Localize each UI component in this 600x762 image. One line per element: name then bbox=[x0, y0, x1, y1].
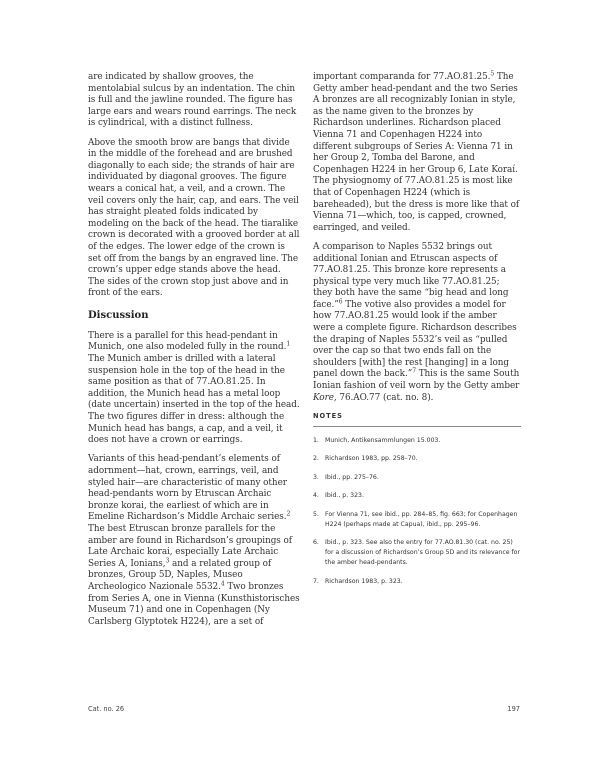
text-run: important comparanda for 77.AO.81.25. bbox=[313, 72, 491, 82]
footer-catalog-number: Cat. no. 26 bbox=[88, 705, 125, 713]
footnote-ref-7[interactable]: 7 bbox=[412, 367, 416, 375]
notes-list bbox=[313, 436, 521, 587]
note-text: Munich, Antikensammlungen 15.003. bbox=[325, 436, 441, 444]
paragraph-variants bbox=[88, 454, 300, 628]
text-run: Two bronzes from Series A, one in Vienna (Kunsthistorisches Museum 71) and one in Copenhagen (Ny Carlsberg Glyptotek H224), are a set of bbox=[88, 581, 300, 627]
italic-title: Kore bbox=[313, 392, 334, 403]
note-item bbox=[313, 510, 521, 530]
paragraph-description-face: are indicated by shallow grooves, the mentolabial sulcus by an indentation. The chin is full and the jawline rounded. The figure has large ears and wears round earrings. The neck is cylindrical, with a distinct fullness. bbox=[88, 72, 297, 129]
footer-page-number: 197 bbox=[507, 705, 520, 713]
note-number: 5. bbox=[313, 510, 319, 518]
note-item bbox=[313, 473, 521, 483]
note-item bbox=[313, 577, 521, 587]
footnote-ref-4[interactable]: 4 bbox=[220, 580, 225, 588]
footnote-ref-5[interactable]: 5 bbox=[490, 70, 495, 78]
note-number: 1. bbox=[313, 436, 319, 444]
text-run: Variants of this head-pendant’s elements of adornment—hat, crown, earrings, veil, and styled hair—are characteristic of many other head-pendants worn by Etruscan Archaic bronze korai, the earliest of which are in Emeline Richardson’s Middle Archaic series. bbox=[88, 454, 287, 523]
right-column bbox=[313, 72, 521, 595]
paragraph-description-dress: Above the smooth brow are bangs that divide in the middle of the forehead and are brushed diagonally to each side; the strands of hair are individuated by diagonal grooves. The figure wears a conical hat, a veil, and a crown. The veil covers only the hair, cap, and ears. The veil has straight pleated folds indicated by modeling on the back of the head. The tiaralike crown is decorated with a grooved border at all of the edges. The lower edge of the crown is set off from the bangs by an engraved line. The crown’s upper edge stands above the head. The sides of the crown stop just above and in front of the ears. bbox=[88, 137, 300, 299]
footnote-ref-1[interactable]: 1 bbox=[286, 340, 291, 348]
notes-heading: NOTES bbox=[313, 412, 521, 427]
note-number: 7. bbox=[313, 577, 319, 585]
text-run: This is the same South Ionian fashion of veil worn by the Getty amber bbox=[313, 369, 520, 392]
note-item bbox=[313, 436, 521, 446]
paragraph-munich-parallel bbox=[88, 331, 300, 447]
text-run: The best Etruscan bronze parallels for the amber are found in Richardson’s groupings of Late Archaic korai, especially Late Archaic Series A, Ionians, bbox=[88, 523, 293, 569]
note-item bbox=[313, 454, 521, 464]
text-run: A comparison to Naples 5532 brings out additional Ionian and Etruscan aspects of 77.AO.81.25. This bronze kore represents a physical type very much like 77.AO.81.25; they both have the same “big head and long face.” bbox=[313, 241, 509, 310]
note-item bbox=[313, 491, 521, 501]
left-column bbox=[88, 72, 300, 636]
note-number: 3. bbox=[313, 473, 319, 481]
footnote-ref-6[interactable]: 6 bbox=[338, 298, 343, 306]
text-run: and a related group of bronzes, Group 5D, Naples, Museo Archeologico Nazionale 5532. bbox=[88, 558, 272, 592]
note-text: Ibid., pp. 275–76. bbox=[325, 473, 379, 481]
note-number: 4. bbox=[313, 492, 319, 500]
note-text: For Vienna 71, see ibid., pp. 284–85, fig. 663; for Copenhagen H224 (perhaps made at Capua), ibid., pp. 295–96. bbox=[325, 510, 518, 528]
section-heading-discussion: Discussion bbox=[88, 309, 149, 321]
paragraph-comparanda bbox=[313, 72, 521, 234]
text-run: The votive also provides a model for how 77.AO.81.25 would look if the amber were a complete figure. Richardson describes the draping of Naples 5532’s veil as “pulled over the cap so that two ends fall on the shoulders [with] the rest [hanging] in a long panel down the back.” bbox=[313, 299, 517, 380]
note-text: Richardson 1983, p. 323. bbox=[325, 577, 403, 585]
note-item bbox=[313, 538, 521, 568]
text-run: , 76.AO.77 (cat. no. 8). bbox=[333, 392, 434, 403]
text-run: There is a parallel for this head-pendant in Munich, one also modeled fully in the round. bbox=[88, 330, 287, 353]
note-text: Ibid., p. 323. bbox=[325, 492, 364, 500]
note-number: 6. bbox=[313, 539, 319, 547]
text-run: The Munich amber is drilled with a lateral suspension hole in the top of the head in the same position as that of 77.AO.81.25. In addition, the Munich head has a metal loop (date uncertain) inserted in the top of the head. The two figures differ in dress: although the Munich head has bangs, a cap, and a veil, it does not have a crown or earrings. bbox=[88, 354, 300, 446]
paragraph-naples-comparison bbox=[313, 242, 521, 404]
footnote-ref-2[interactable]: 2 bbox=[286, 510, 291, 518]
note-text: Ibid., p. 323. See also the entry for 77.AO.81.30 (cat. no. 25) for a discussion of Richardson’s Group 5D and its relevance for the amber head-pendants. bbox=[325, 539, 520, 567]
text-run: The Getty amber head-pendant and the two Series A bronzes are all recognizably Ionian in style, as the name given to the bronzes by Richardson underlines. Richardson placed Vienna 71 and Copenhagen H224 into different subgroups of Series A: Vienna 71 in her Group 2, Tomba del Barone, and Copenhagen H224 in her Group 6, Late Koraí. The physiognomy of 77.AO.81.25 is most like that of Copenhagen H224 (which is bareheaded), but the dress is more like that of Vienna 71—which, too, is capped, crowned, earringed, and veiled. bbox=[313, 72, 520, 233]
footnote-ref-3[interactable]: 3 bbox=[165, 557, 170, 565]
note-number: 2. bbox=[313, 455, 319, 463]
note-text: Richardson 1983, pp. 258–70. bbox=[325, 455, 418, 463]
